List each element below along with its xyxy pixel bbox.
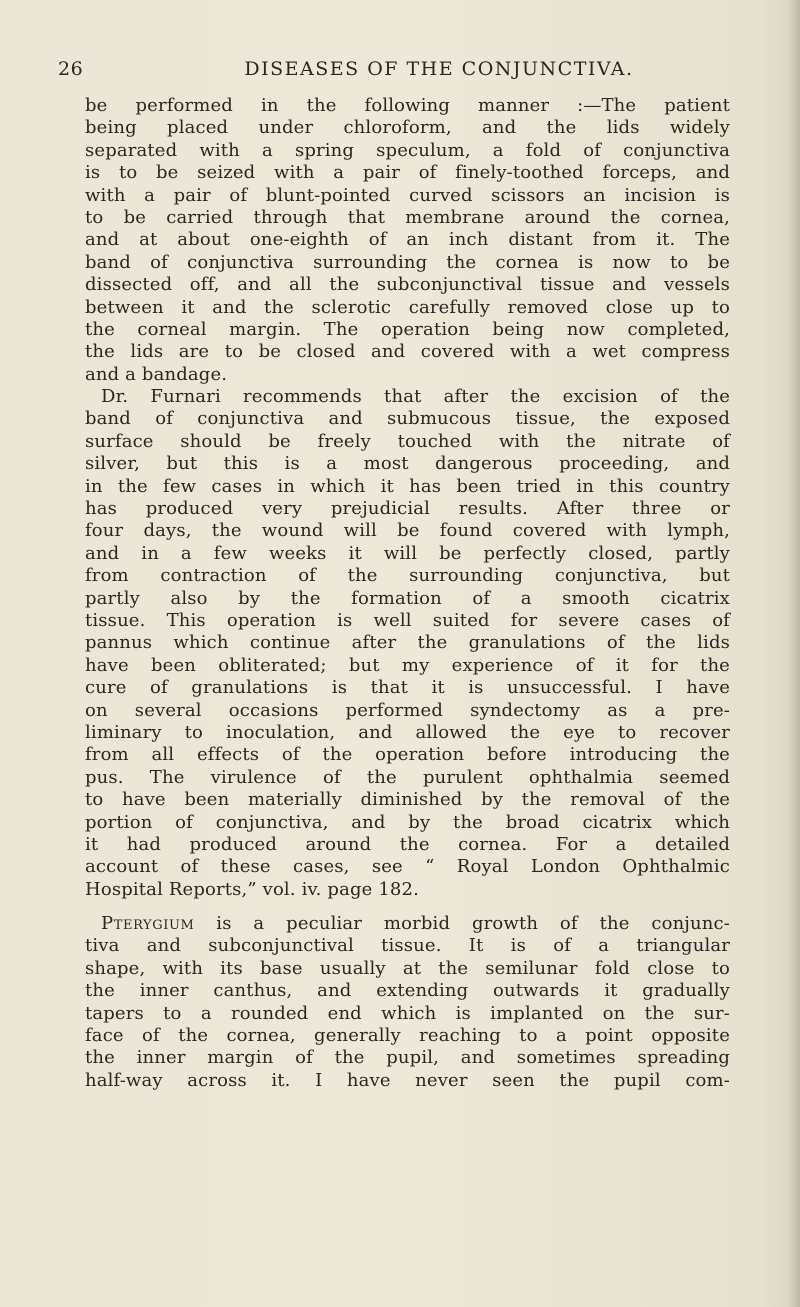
paragraph-pterygium — [85, 913, 730, 1092]
text-line: with a pair of blunt-pointed curved scissors an incision is — [85, 184, 730, 206]
text-line: pus. The virulence of the purulent ophthalmia seemed — [85, 766, 730, 788]
text-line: pannus which continue after the granulations of the lids — [85, 632, 730, 654]
paragraph-furnari — [85, 386, 730, 901]
page-header — [58, 58, 740, 86]
text-line: to have been materially diminished by the removal of the — [85, 789, 730, 811]
text-line: separated with a spring speculum, a fold of conjunctiva — [85, 139, 730, 161]
running-title: DISEASES OF THE CONJUNCTIVA. — [244, 58, 634, 80]
text-line: it had produced around the cornea. For a detailed — [85, 833, 730, 855]
text-line: and a bandage. — [85, 363, 228, 385]
page-edge-shadow — [788, 0, 800, 1307]
text-line: the inner margin of the pupil, and sometimes spreading — [85, 1047, 730, 1069]
text-line: the lids are to be closed and covered with a wet compress — [85, 341, 730, 363]
text-line: four days, the wound will be found covered with lymph, — [85, 520, 730, 542]
text-line: surface should be freely touched with the nitrate of — [85, 430, 730, 452]
text-line: portion of conjunctiva, and by the broad cicatrix which — [85, 811, 730, 833]
line-text: is a peculiar morbid growth of the conjunc- — [194, 913, 730, 935]
text-line: from all effects of the operation before introducing the — [85, 744, 730, 766]
text-line: and in a few weeks it will be perfectly closed, partly — [85, 542, 730, 564]
text-line: silver, but this is a most dangerous proceeding, and — [85, 453, 730, 475]
text-line: the inner canthus, and extending outwards it gradually — [85, 980, 730, 1002]
text-line: between it and the sclerotic carefully removed close up to — [85, 296, 730, 318]
text-line: Hospital Reports,” vol. iv. page 182. — [85, 878, 419, 900]
text-line: and at about one-eighth of an inch distant from it. The — [85, 229, 730, 251]
text-line: account of these cases, see “ Royal London Ophthalmic — [85, 856, 730, 878]
text-line: to be carried through that membrane around the cornea, — [85, 206, 730, 228]
text-line: tapers to a rounded end which is implanted on the sur- — [85, 1002, 730, 1024]
text-line: on several occasions performed syndectomy as a pre- — [85, 699, 730, 721]
text-line: face of the cornea, generally reaching to a point opposite — [85, 1025, 730, 1047]
text-line: in the few cases in which it has been tried in this country — [85, 475, 730, 497]
paragraph-operation — [85, 95, 730, 386]
text-line: band of conjunctiva and submucous tissue, the exposed — [85, 408, 730, 430]
text-line: tiva and subconjunctival tissue. It is of a triangular — [85, 935, 730, 957]
text-line: be performed in the following manner :—The patient — [85, 95, 730, 116]
page-number: 26 — [58, 58, 84, 80]
text-line: the corneal margin. The operation being now completed, — [85, 318, 730, 340]
pterygium-heading: Pterygium — [101, 913, 195, 935]
text-line: half-way across it. I have never seen the pupil com- — [85, 1069, 730, 1091]
text-line: shape, with its base usually at the semilunar fold close to — [85, 957, 730, 979]
text-line: is to be seized with a pair of finely-toothed forceps, and — [85, 162, 730, 184]
text-line: dissected off, and all the subconjunctival tissue and vessels — [85, 274, 730, 296]
body-text — [85, 95, 730, 1092]
text-line: partly also by the formation of a smooth cicatrix — [85, 587, 730, 609]
paragraph-gap — [85, 901, 730, 913]
text-line: have been obliterated; but my experience of it for the — [85, 654, 730, 676]
text-line: has produced very prejudicial results. After three or — [85, 498, 730, 520]
text-line: cure of granulations is that it is unsuccessful. I have — [85, 677, 730, 699]
text-line: being placed under chloroform, and the lids widely — [85, 117, 730, 139]
text-line — [85, 913, 730, 935]
text-line: tissue. This operation is well suited for severe cases of — [85, 609, 730, 631]
text-line: liminary to inoculation, and allowed the eye to recover — [85, 721, 730, 743]
text-line: from contraction of the surrounding conjunctiva, but — [85, 565, 730, 587]
text-line: band of conjunctiva surrounding the cornea is now to be — [85, 251, 730, 273]
text-line: Dr. Furnari recommends that after the excision of the — [101, 386, 730, 408]
